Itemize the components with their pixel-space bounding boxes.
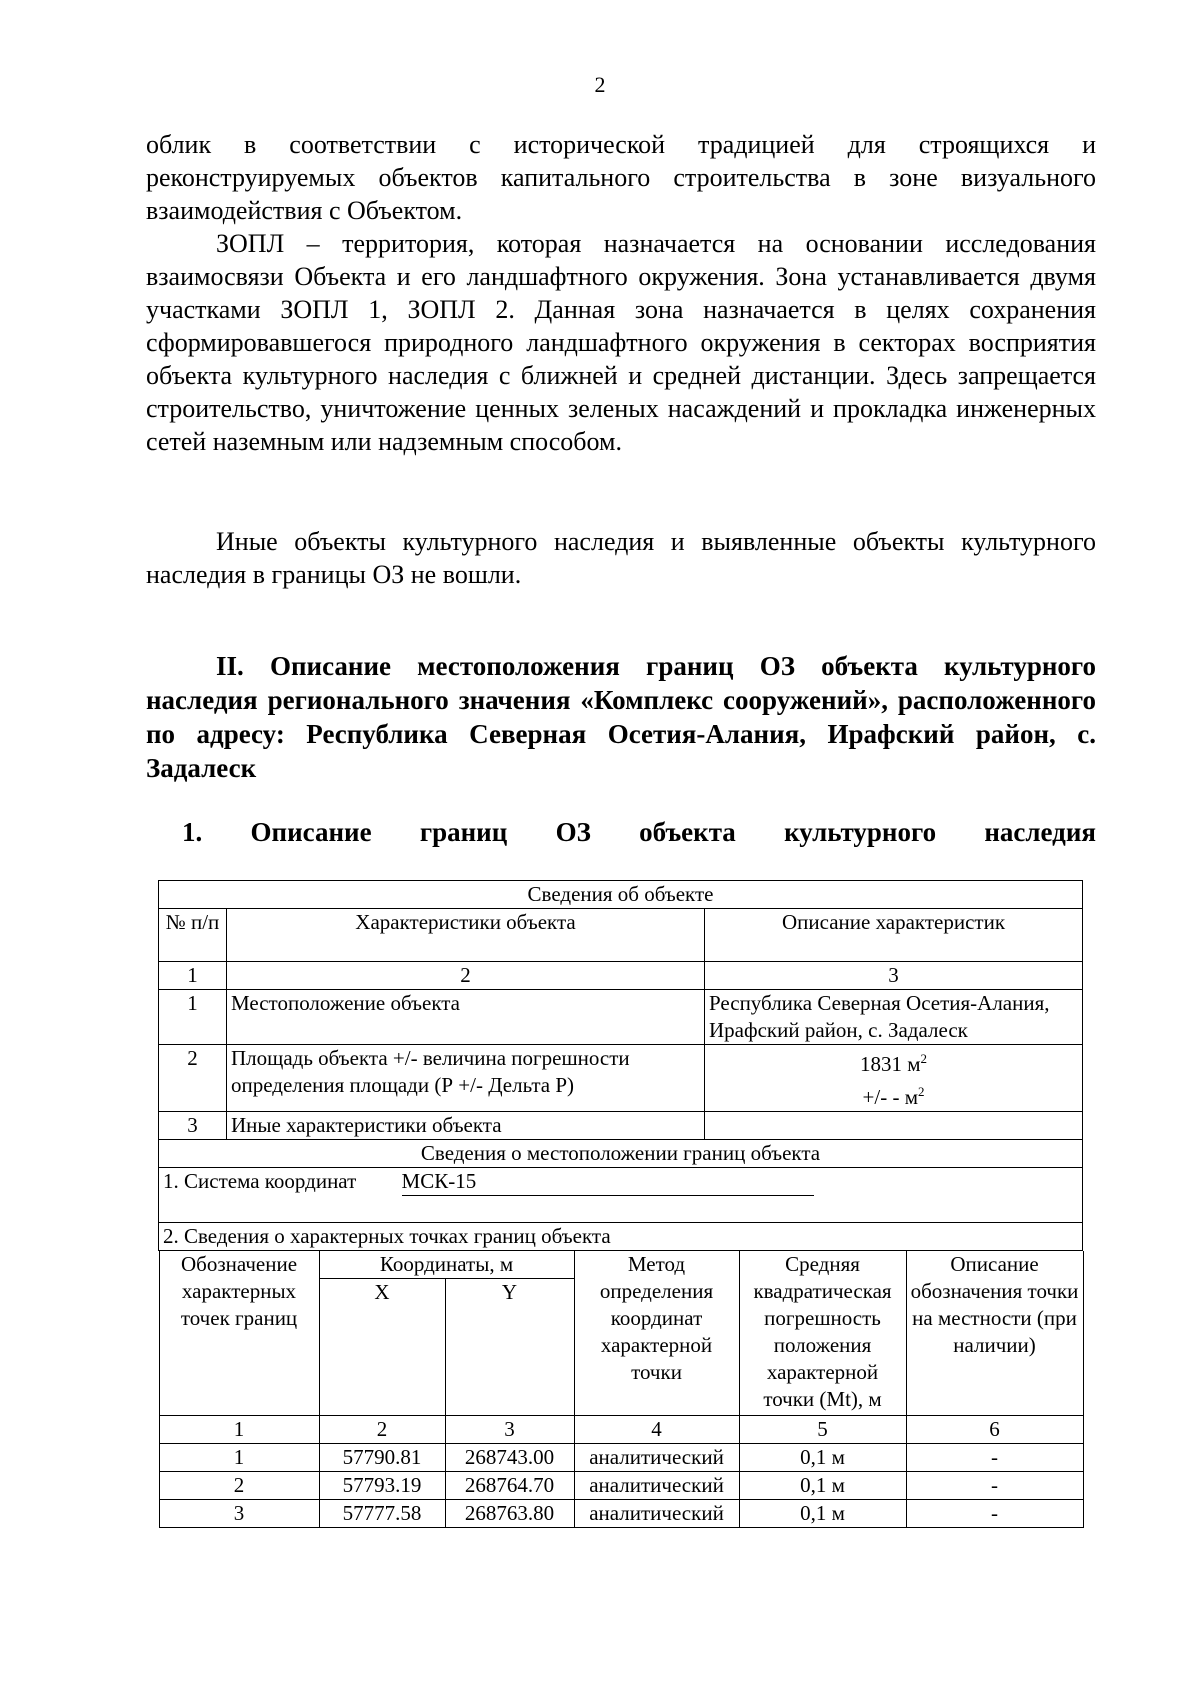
point-error: 0,1 м [739, 1472, 906, 1500]
row-num: 2 [159, 1045, 227, 1112]
point-y: 268743.00 [445, 1444, 574, 1472]
point-desc: - [906, 1472, 1083, 1500]
points-index-row [159, 1416, 1083, 1444]
header-num: № п/п [159, 909, 227, 962]
table-title: Сведения об объекте [159, 881, 1083, 909]
paragraph-3-text: Иные объекты культурного наследия и выявленные объекты культурного наследия в границы ОЗ не вошли. [146, 527, 1096, 589]
row-num: 1 [159, 990, 227, 1045]
points-table-wrapper [159, 1251, 1083, 1529]
paragraph-1-text: облик в соответствии с исторической традицией для строящихся и реконструируемых объектов капитального строительства в зоне визуального взаимодействия с Объектом. [146, 130, 1096, 225]
row-name: Площадь объекта +/- величина погрешности определения площади (Р +/- Дельта Р) [227, 1045, 705, 1112]
point-desc: - [906, 1444, 1083, 1472]
sub-heading: 1. Описание границ ОЗ объекта культурного наследия [182, 817, 1096, 847]
paragraph-1 [146, 128, 1096, 227]
point-y: 268763.80 [445, 1500, 574, 1528]
table-row [159, 1444, 1083, 1472]
paragraph-3 [146, 525, 1096, 591]
header-description: Описание обозначения точки на местности (при наличии) [906, 1251, 1083, 1416]
points-title-row [159, 1223, 1083, 1251]
point-desc: - [906, 1500, 1083, 1528]
points-header-row [159, 1251, 1083, 1279]
points-table [159, 1251, 1084, 1528]
point-error: 0,1 м [739, 1444, 906, 1472]
table-row [159, 1500, 1083, 1528]
table-row [159, 1472, 1083, 1500]
index-cell: 2 [227, 962, 705, 990]
index-cell: 2 [319, 1416, 445, 1444]
point-method: аналитический [574, 1500, 739, 1528]
table-header-row [159, 909, 1083, 962]
point-id: 3 [159, 1500, 319, 1528]
area-error: +/- - м [862, 1085, 918, 1109]
header-x: X [319, 1279, 445, 1416]
point-x: 57793.19 [319, 1472, 445, 1500]
index-cell: 4 [574, 1416, 739, 1444]
point-y: 268764.70 [445, 1472, 574, 1500]
table-row [159, 990, 1083, 1045]
point-id: 2 [159, 1472, 319, 1500]
area-unit-sup: 2 [920, 1051, 928, 1066]
header-error: Средняя квадратическая погрешность положения характерной точки (Mt), м [739, 1251, 906, 1416]
row-value [705, 1112, 1083, 1140]
header-characteristics: Характеристики объекта [227, 909, 705, 962]
row-name: Иные характеристики объекта [227, 1112, 705, 1140]
index-cell: 6 [906, 1416, 1083, 1444]
table-row [159, 1112, 1083, 1140]
row-num: 3 [159, 1112, 227, 1140]
point-method: аналитический [574, 1444, 739, 1472]
point-error: 0,1 м [739, 1500, 906, 1528]
index-cell: 1 [159, 962, 227, 990]
points-table-row [159, 1251, 1083, 1529]
point-x: 57777.58 [319, 1500, 445, 1528]
paragraph-2-text: ЗОПЛ – территория, которая назначается на основании исследования взаимосвязи Объекта и его ландшафтного окружения. Зона устанавливается двумя участками ЗОПЛ 1, ЗОПЛ 2. Данная зона назначается в целях сохранения сформировавшегося природного ландшафтного окружения в секторах восприятия объекта культурного наследия с ближней и средней дистанции. Здесь запрещается строительство, уничтожение ценных зеленых насаждений и прокладка инженерных сетей наземным или надземным способом. [146, 229, 1096, 456]
location-title: Сведения о местоположении границ объекта [159, 1140, 1083, 1168]
table-index-row [159, 962, 1083, 990]
index-cell: 3 [445, 1416, 574, 1444]
row-name: Местоположение объекта [227, 990, 705, 1045]
table-title-row [159, 881, 1083, 909]
row-value: Республика Северная Осетия-Алания, Ирафский район, с. Задалеск [705, 990, 1083, 1045]
index-cell: 1 [159, 1416, 319, 1444]
point-id: 1 [159, 1444, 319, 1472]
coord-system-label: 1. Система координат [163, 1169, 357, 1193]
header-designation: Обозначение характерных точек границ [159, 1251, 319, 1416]
table-row [159, 1045, 1083, 1112]
coord-system-value: МСК-15 [402, 1168, 814, 1196]
header-y: Y [445, 1279, 574, 1416]
area-error-unit-sup: 2 [917, 1084, 925, 1099]
index-cell: 5 [739, 1416, 906, 1444]
header-description: Описание характеристик [705, 909, 1083, 962]
points-title: 2. Сведения о характерных точках границ объекта [159, 1223, 1083, 1251]
paragraph-2 [146, 227, 1096, 458]
location-title-row [159, 1140, 1083, 1168]
row-value [705, 1045, 1083, 1112]
coord-system-cell [159, 1168, 1083, 1223]
header-method: Метод определения координат характерной точки [574, 1251, 739, 1416]
point-method: аналитический [574, 1472, 739, 1500]
coord-system-row [159, 1168, 1083, 1223]
page-number: 2 [594, 72, 606, 97]
point-x: 57790.81 [319, 1444, 445, 1472]
object-info-table [158, 880, 1083, 1528]
area-value: 1831 м [859, 1052, 921, 1076]
section-heading: II. Описание местоположения границ ОЗ объекта культурного наследия регионального значения «Комплекс сооружений», расположенного по адресу: Республика Северная Осетия-Алания, Ирафский район, с. Задалеск [146, 651, 1096, 783]
header-coords: Координаты, м [319, 1251, 574, 1279]
index-cell: 3 [705, 962, 1083, 990]
